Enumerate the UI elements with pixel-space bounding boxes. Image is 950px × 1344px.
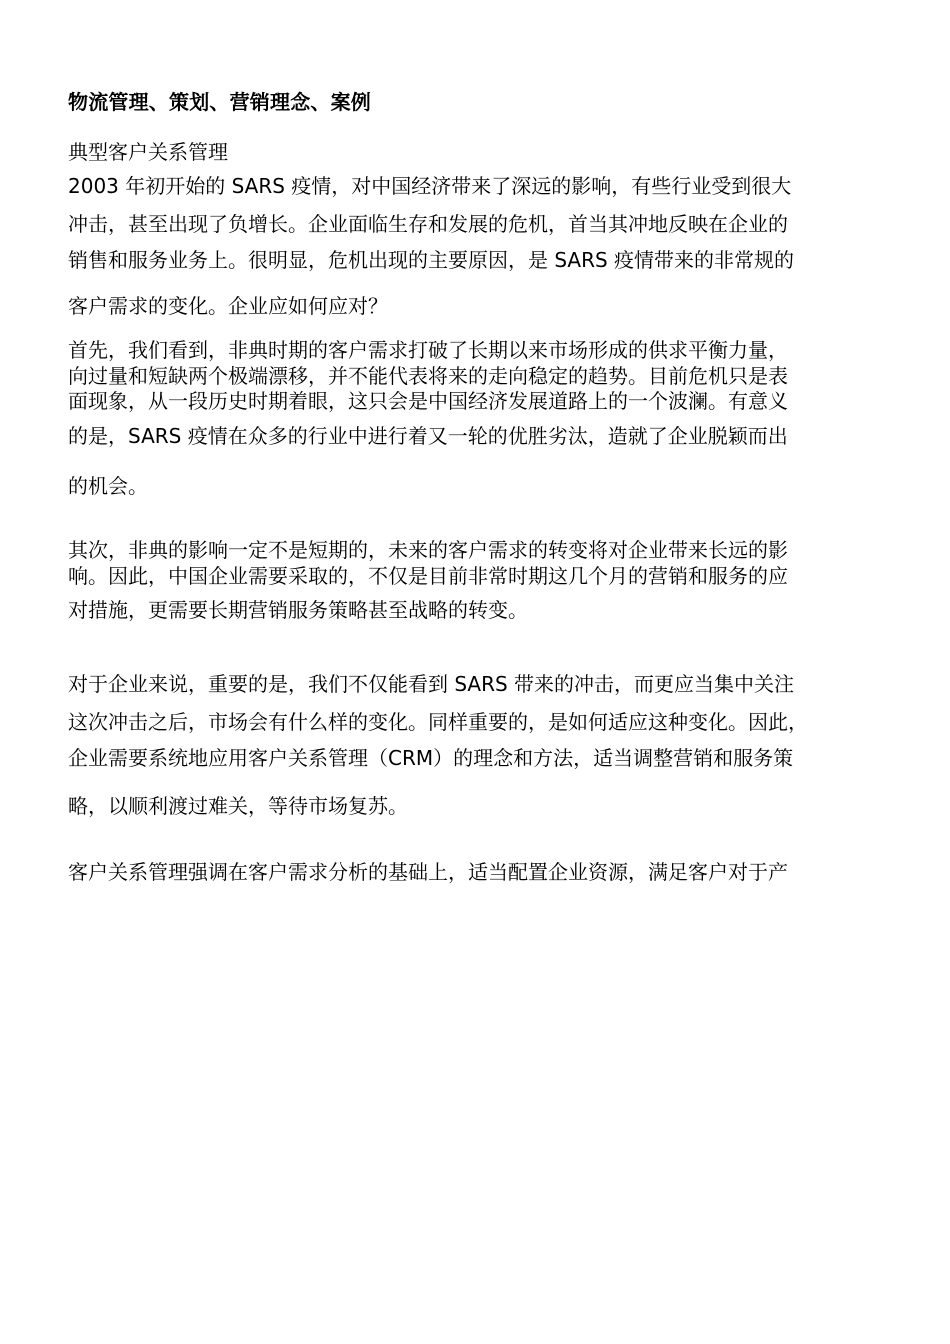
text-line: 略，以顺利渡过难关，等待市场复苏。 [68, 794, 408, 818]
text-line: 2003 年初开始的 SARS 疫情，对中国经济带来了深远的影响，有些行业受到很大 [68, 174, 792, 198]
text-line: 这次冲击之后，市场会有什么样的变化。同样重要的，是如何适应这种变化。因此， [68, 710, 808, 734]
text-line: 对措施，更需要长期营销服务策略甚至战略的转变。 [68, 598, 528, 622]
text-line: 客户关系管理强调在客户需求分析的基础上，适当配置企业资源，满足客户对于产 [68, 860, 788, 884]
text-line: 其次，非典的影响一定不是短期的，未来的客户需求的转变将对企业带来长远的影 [68, 538, 788, 562]
text-line: 冲击，甚至出现了负增长。企业面临生存和发展的危机，首当其冲地反映在企业的 [68, 212, 788, 236]
text-line: 首先，我们看到，非典时期的客户需求打破了长期以来市场形成的供求平衡力量， [68, 338, 788, 362]
text-line: 面现象，从一段历史时期着眼，这只会是中国经济发展道路上的一个波澜。有意义 [68, 389, 788, 413]
text-line: 的是，SARS 疫情在众多的行业中进行着又一轮的优胜劣汰，造就了企业脱颖而出 [68, 424, 788, 448]
text-line: 销售和服务业务上。很明显，危机出现的主要原因，是 SARS 疫情带来的非常规的 [68, 248, 795, 272]
text-line: 企业需要系统地应用客户关系管理（CRM）的理念和方法，适当调整营销和服务策 [68, 746, 794, 770]
document-subtitle: 典型客户关系管理 [68, 140, 228, 164]
text-line: 对于企业来说，重要的是，我们不仅能看到 SARS 带来的冲击，而更应当集中关注 [68, 672, 795, 696]
text-line: 向过量和短缺两个极端漂移，并不能代表将来的走向稳定的趋势。目前危机只是表 [68, 364, 788, 388]
text-line: 的机会。 [68, 474, 148, 498]
text-line: 响。因此，中国企业需要采取的，不仅是目前非常时期这几个月的营销和服务的应 [68, 564, 788, 588]
text-line: 客户需求的变化。企业应如何应对？ [68, 294, 388, 318]
document-title: 物流管理、策划、营销理念、案例 [68, 90, 371, 114]
